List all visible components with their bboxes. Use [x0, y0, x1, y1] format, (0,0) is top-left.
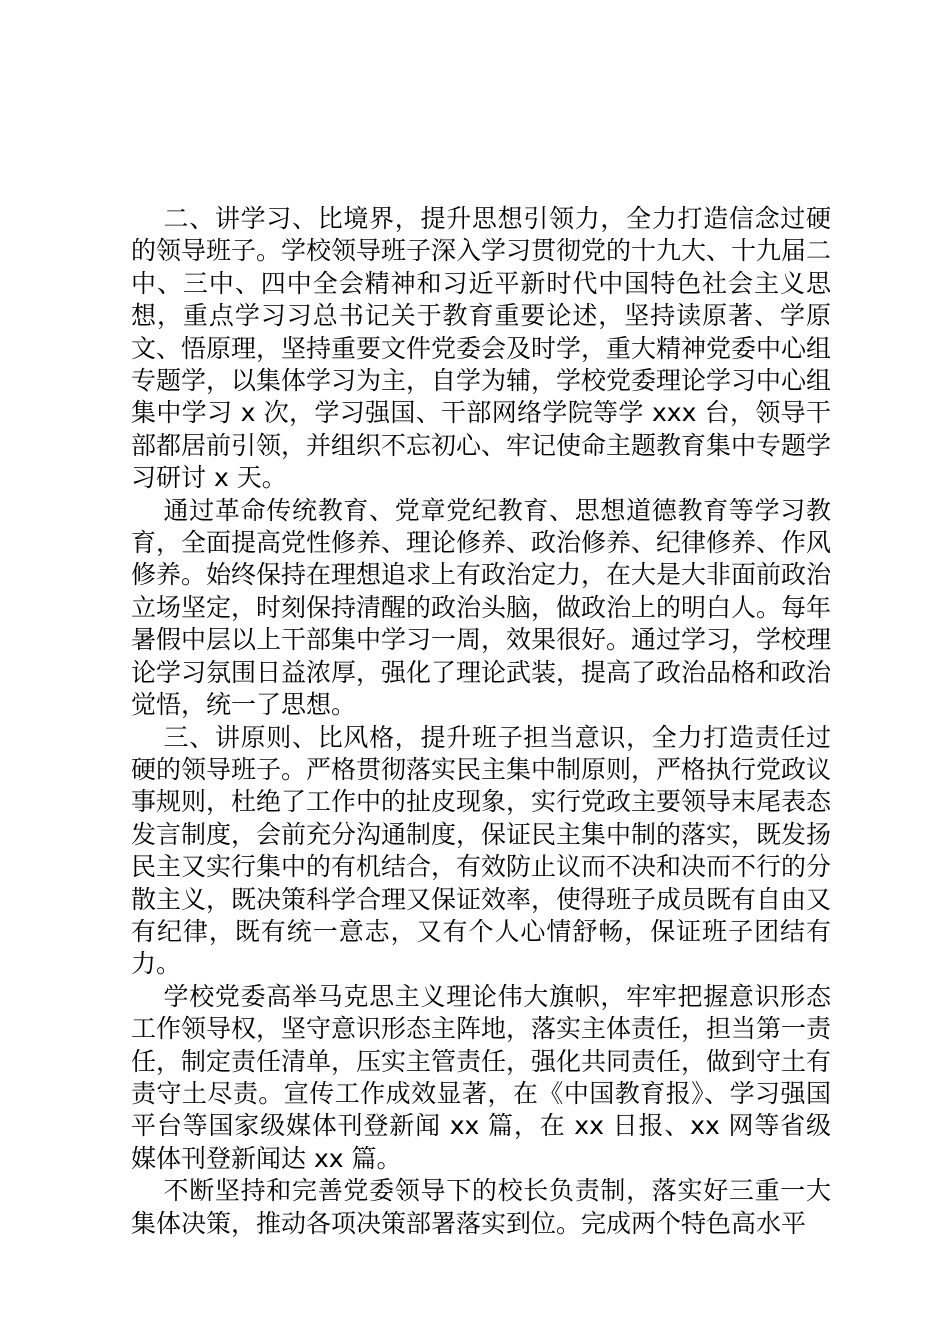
paragraph-president-responsibility: 不断坚持和完善党委领导下的校长负责制，落实好三重一大集体决策，推动各项决策部署落实到位。完成两个特色高水平 — [131, 1176, 831, 1238]
paragraph-study-leadership: 二、讲学习、比境界，提升思想引领力，全力打造信念过硬的领导班子。学校领导班子深入学习贯彻党的十九大、十九届二中、三中、四中全会精神和习近平新时代中国特色社会主义思想，重点学习习总书记关于教育重要论述，坚持读原著、学原文、悟原理，坚持重要文件党委会及时学，重大精神党委中心组专题学，以集体学习为主，自学为辅，学校党委理论学习中心组集中学习 x 次，学习强国、干部网络学院等学 xxx 台，领导干部都居前引领，并组织不忘初心、牢记使命主题教育集中专题学习研讨 x 天。 — [131, 204, 832, 493]
document-body — [131, 203, 831, 1240]
paragraph-education-cultivation: 通过革命传统教育、党章党纪教育、思想道德教育等学习教育，全面提高党性修养、理论修养、政治修养、纪律修养、作风修养。始终保持在理想追求上有政治定力，在大是大非面前政治立场坚定，时刻保持清醒的政治头脑，做政治上的明白人。每年暑假中层以上干部集中学习一周，效果很好。通过学习，学校理论学习氛围日益浓厚，强化了理论武装，提高了政治品格和政治觉悟，统一了思想。 — [131, 495, 832, 720]
paragraph-ideology-publicity: 学校党委高举马克思主义理论伟大旗帜，牢牢把握意识形态工作领导权，坚守意识形态主阵地，落实主体责任，担当第一责任，制定责任清单，压实主管责任，强化共同责任，做到守土有责守土尽责。宣传工作成效显著，在《中国教育报》、学习强国平台等国家级媒体刊登新闻 xx 篇，在 xx 日报、xx 网等省级媒体刊登新闻达 xx 篇。 — [131, 981, 832, 1173]
paragraph-principle-responsibility: 三、讲原则、比风格，提升班子担当意识，全力打造责任过硬的领导班子。严格贯彻落实民主集中制原则，严格执行党政议事规则，杜绝了工作中的扯皮现象，实行党政主要领导末尾表态发言制度，会前充分沟通制度，保证民主集中制的落实，既发扬民主又实行集中的有机结合，有效防止议而不决和决而不行的分散主义，既决策科学合理又保证效率，使得班子成员既有自由又有纪律，既有统一意志，又有个人心情舒畅，保证班子团结有力。 — [131, 722, 832, 979]
